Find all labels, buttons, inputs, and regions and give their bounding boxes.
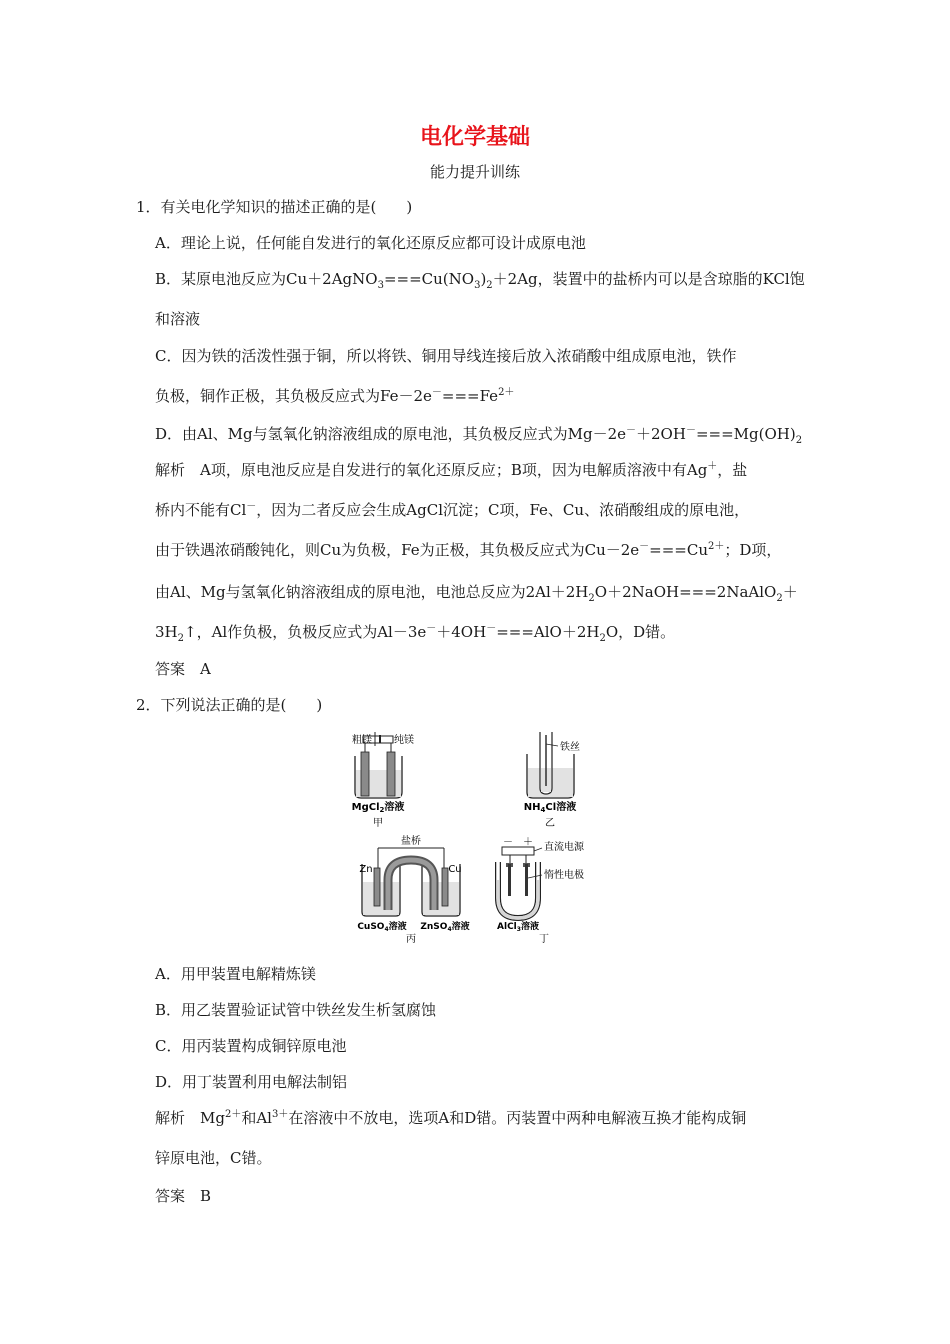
- q1-option-b-cont: 和溶液: [155, 310, 201, 328]
- apparatus-bing: [357, 834, 469, 945]
- q1-option-a: A．理论上说，任何能自发进行的氧化还原反应都可设计成原电池: [155, 234, 586, 252]
- label-bing: 丙: [406, 934, 416, 945]
- label-minus: －: [503, 837, 513, 848]
- label-pure-mg: 纯镁: [394, 735, 414, 746]
- q2-stem: 2．下列说法正确的是( ): [136, 696, 323, 714]
- page-subtitle: 能力提升训练: [429, 163, 520, 181]
- inert-electrode-icon: [525, 864, 528, 896]
- u-tube-icon: [498, 862, 538, 918]
- q1-option-d: D．由Al、Mg与氢氧化钠溶液组成的原电池，其负极反应式为$Mg-2e^-+2OH^-===Mg(OH)_2$: [155, 425, 803, 446]
- zn-electrode-icon: [374, 868, 380, 906]
- label-yi-solution: $NH_4Cl$溶液: [523, 802, 577, 814]
- label-cu: Cu: [448, 864, 462, 875]
- label-dc-power: 直流电源: [544, 842, 584, 853]
- apparatus-ding: [497, 836, 585, 945]
- electrode-icon: [361, 752, 369, 796]
- label-cuso4-solution: CuSO$_4$溶液: [357, 922, 407, 933]
- label-crude-mg: 粗镁: [352, 735, 372, 746]
- page-title: 电化学基础: [419, 125, 530, 150]
- label-znso4-solution: ZnSO$_4$溶液: [420, 922, 470, 933]
- q1-option-b: B．某原电池反应为$Cu+2AgNO_3===Cu(NO_3)_2+2Ag$，装置中的盐桥内可以是含琼脂的KCl饱: [155, 270, 805, 291]
- q2-option-a: A．用甲装置电解精炼镁: [155, 965, 316, 983]
- q2-option-b: B．用乙装置验证试管中铁丝发生析氢腐蚀: [155, 1001, 437, 1019]
- label-plus: ＋: [523, 837, 533, 848]
- q1-analysis-line4: 由Al、Mg与氢氧化钠溶液组成的原电池，电池总反应为$2Al+2H_2O+2NaOH===2NaAlO_2+$: [155, 583, 798, 604]
- q2-analysis-line2: 锌原电池，C错。: [155, 1149, 272, 1167]
- label-inert-electrode: 惰性电极: [544, 870, 584, 881]
- label-zn: Zn: [359, 864, 373, 875]
- label-jia: 甲: [373, 818, 383, 829]
- label-yi: 乙: [545, 818, 555, 829]
- q1-stem: 1．有关电化学知识的描述正确的是( ): [136, 198, 413, 216]
- dc-power-icon: [502, 847, 534, 855]
- label-ding: 丁: [539, 934, 549, 945]
- q1-analysis-line1: 解析 A项，原电池反应是自发进行的氧化还原反应；B项，因为电解质溶液中有Ag＋，盐: [155, 461, 748, 479]
- apparatus-jia: [352, 732, 414, 829]
- label-alcl3-solution: AlCl$_3$溶液: [497, 922, 539, 933]
- q1-option-c: C．因为铁的活泼性强于铜，所以将铁、铜用导线连接后放入浓硝酸中组成原电池，铁作: [155, 347, 737, 365]
- q1-answer: 答案 A: [155, 660, 211, 678]
- q2-analysis-line1: 解析 $Mg^{2+}$和$Al^{3+}$在溶液中不放电，选项A和D错。丙装置中两种电解液互换才能构成铜: [155, 1109, 747, 1127]
- q2-option-d: D．用丁装置利用电解法制铝: [155, 1073, 348, 1091]
- q1-analysis-line5: $3H_2↑$，Al作负极，负极反应式为$Al-3e^-+4OH^-===AlO+2H_2O$，D错。: [155, 623, 676, 644]
- q1-option-c-cont: 负极，铜作正极，其负极反应式为$Fe-2e^-===Fe^{2+}$: [155, 387, 515, 405]
- inert-electrode-icon: [508, 864, 511, 896]
- cu-electrode-icon: [442, 868, 448, 906]
- label-jia-solution: MgCl$_2$溶液: [352, 802, 405, 814]
- label-salt-bridge: 盐桥: [401, 836, 421, 847]
- q1-analysis-line3: 由于铁遇浓硝酸钝化，则Cu为负极，Fe为正极，其负极反应式为$Cu-2e^-===Cu^{2+}$；D项，: [155, 541, 782, 559]
- apparatus-figure: [352, 730, 602, 946]
- q1-analysis-line2: 桥内不能有Cl－，因为二者反应会生成AgCl沉淀；C项，Fe、Cu、浓硝酸组成的原电池，: [155, 501, 750, 519]
- q2-answer: 答案 B: [155, 1187, 212, 1205]
- electrode-icon: [387, 752, 395, 796]
- apparatus-yi: [524, 732, 580, 829]
- label-iron-wire: 铁丝: [560, 742, 580, 753]
- q2-option-c: C．用丙装置构成铜锌原电池: [155, 1037, 347, 1055]
